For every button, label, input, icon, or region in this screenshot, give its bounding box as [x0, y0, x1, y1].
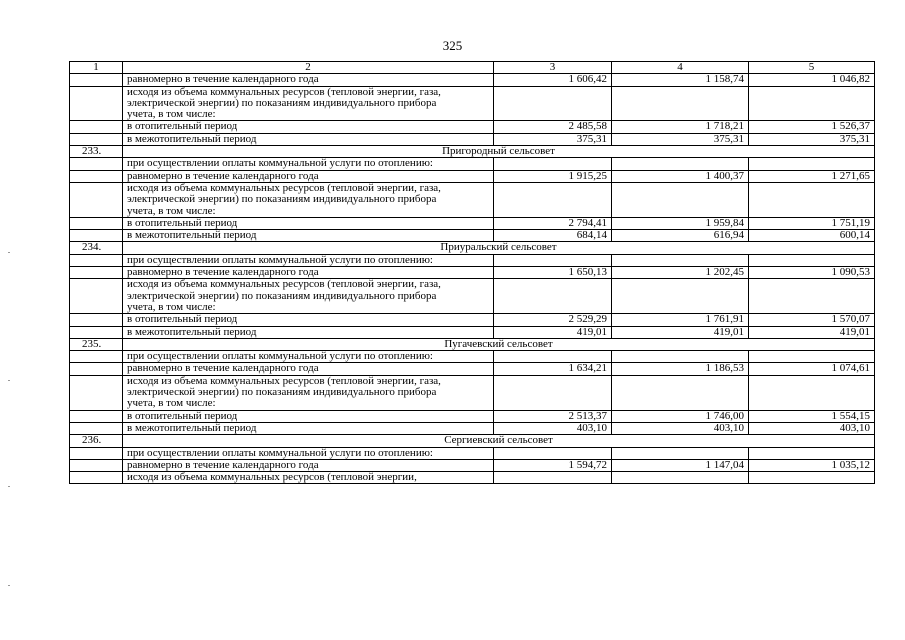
row-description: равномерно в течение календарного года — [123, 363, 494, 375]
value-col5 — [749, 351, 875, 363]
value-col3 — [494, 375, 612, 410]
table-row — [70, 133, 875, 145]
row-number — [70, 472, 123, 484]
row-number — [70, 230, 123, 242]
value-col5: 1 554,15 — [749, 410, 875, 422]
table-row — [70, 86, 875, 121]
row-description: в отопительный период — [123, 410, 494, 422]
value-col5: 419,01 — [749, 326, 875, 338]
section-row — [70, 242, 875, 254]
row-number — [70, 314, 123, 326]
value-col4: 1 959,84 — [612, 217, 749, 229]
value-col5: 1 090,53 — [749, 267, 875, 279]
row-description: при осуществлении оплаты коммунальной услуги по отоплению: — [123, 351, 494, 363]
row-number — [70, 363, 123, 375]
row-number: 234. — [70, 242, 123, 254]
value-col4 — [612, 472, 749, 484]
value-col3: 419,01 — [494, 326, 612, 338]
margin-mark — [8, 380, 10, 381]
row-number — [70, 182, 123, 217]
row-description: равномерно в течение календарного года — [123, 459, 494, 471]
table-row — [70, 314, 875, 326]
row-description: в отопительный период — [123, 121, 494, 133]
value-col5: 1 570,07 — [749, 314, 875, 326]
value-col5: 1 526,37 — [749, 121, 875, 133]
row-description: равномерно в течение календарного года — [123, 74, 494, 86]
row-description: исходя из объема коммунальных ресурсов (тепловой энергии, газа, электрической энергии) по показаниям индивидуального прибора учета, в том числе: — [123, 182, 494, 217]
value-col3: 2 485,58 — [494, 121, 612, 133]
value-col5 — [749, 86, 875, 121]
value-col5 — [749, 158, 875, 170]
section-row — [70, 338, 875, 350]
section-title: Приуральский сельсовет — [123, 242, 875, 254]
margin-mark — [8, 585, 10, 586]
value-col5: 1 751,19 — [749, 217, 875, 229]
table-row — [70, 279, 875, 314]
table-row — [70, 363, 875, 375]
value-col4 — [612, 279, 749, 314]
value-col5: 1 074,61 — [749, 363, 875, 375]
header-cell: 2 — [123, 62, 494, 74]
row-description: исходя из объема коммунальных ресурсов (тепловой энергии, газа, электрической энергии) по показаниям индивидуального прибора учета, в том числе: — [123, 375, 494, 410]
value-col3: 375,31 — [494, 133, 612, 145]
row-number — [70, 351, 123, 363]
table-row — [70, 158, 875, 170]
row-description: при осуществлении оплаты коммунальной услуги по отоплению: — [123, 254, 494, 266]
row-description: при осуществлении оплаты коммунальной услуги по отоплению: — [123, 447, 494, 459]
row-description: в межотопительный период — [123, 422, 494, 434]
value-col4: 1 158,74 — [612, 74, 749, 86]
value-col5: 375,31 — [749, 133, 875, 145]
table-row — [70, 182, 875, 217]
row-description: в межотопительный период — [123, 230, 494, 242]
value-col3: 403,10 — [494, 422, 612, 434]
value-col4 — [612, 447, 749, 459]
value-col5 — [749, 375, 875, 410]
value-col3: 1 594,72 — [494, 459, 612, 471]
table-row — [70, 121, 875, 133]
value-col4: 1 746,00 — [612, 410, 749, 422]
section-row — [70, 435, 875, 447]
value-col3 — [494, 472, 612, 484]
value-col3 — [494, 182, 612, 217]
row-number — [70, 422, 123, 434]
row-number — [70, 267, 123, 279]
row-number — [70, 170, 123, 182]
tariff-table — [69, 61, 875, 484]
row-number — [70, 217, 123, 229]
value-col3 — [494, 254, 612, 266]
value-col3 — [494, 158, 612, 170]
row-description: в отопительный период — [123, 217, 494, 229]
table-row — [70, 170, 875, 182]
row-number — [70, 86, 123, 121]
margin-mark — [8, 252, 10, 253]
header-cell: 3 — [494, 62, 612, 74]
value-col4: 1 718,21 — [612, 121, 749, 133]
table-row — [70, 472, 875, 484]
row-number — [70, 121, 123, 133]
value-col3: 684,14 — [494, 230, 612, 242]
value-col4: 1 761,91 — [612, 314, 749, 326]
value-col3: 2 529,29 — [494, 314, 612, 326]
value-col3: 1 650,13 — [494, 267, 612, 279]
header-cell: 1 — [70, 62, 123, 74]
value-col4: 1 400,37 — [612, 170, 749, 182]
header-cell: 5 — [749, 62, 875, 74]
value-col5: 1 271,65 — [749, 170, 875, 182]
value-col4: 375,31 — [612, 133, 749, 145]
section-title: Пригородный сельсовет — [123, 146, 875, 158]
table-row — [70, 254, 875, 266]
value-col3 — [494, 447, 612, 459]
value-col5 — [749, 182, 875, 217]
value-col4 — [612, 86, 749, 121]
row-number — [70, 326, 123, 338]
value-col3 — [494, 279, 612, 314]
header-row — [70, 62, 875, 74]
row-number — [70, 158, 123, 170]
table-row — [70, 422, 875, 434]
header-cell: 4 — [612, 62, 749, 74]
row-number — [70, 410, 123, 422]
row-description: в отопительный период — [123, 314, 494, 326]
value-col4: 1 147,04 — [612, 459, 749, 471]
row-number — [70, 459, 123, 471]
value-col5: 1 046,82 — [749, 74, 875, 86]
table-row — [70, 351, 875, 363]
value-col4 — [612, 254, 749, 266]
row-number — [70, 74, 123, 86]
value-col3: 2 794,41 — [494, 217, 612, 229]
margin-mark — [8, 486, 10, 487]
section-title: Пугачевский сельсовет — [123, 338, 875, 350]
value-col4 — [612, 351, 749, 363]
value-col5: 1 035,12 — [749, 459, 875, 471]
value-col5: 600,14 — [749, 230, 875, 242]
value-col4: 1 202,45 — [612, 267, 749, 279]
row-description: исходя из объема коммунальных ресурсов (тепловой энергии, — [123, 472, 494, 484]
row-number: 233. — [70, 146, 123, 158]
table-row — [70, 74, 875, 86]
value-col4: 616,94 — [612, 230, 749, 242]
table-body — [70, 74, 875, 484]
value-col3: 1 634,21 — [494, 363, 612, 375]
row-number — [70, 375, 123, 410]
value-col3 — [494, 351, 612, 363]
page-number: 325 — [442, 38, 463, 53]
section-row — [70, 146, 875, 158]
value-col4: 419,01 — [612, 326, 749, 338]
table-row — [70, 459, 875, 471]
value-col5 — [749, 472, 875, 484]
table-row — [70, 326, 875, 338]
value-col3: 1 915,25 — [494, 170, 612, 182]
row-description: при осуществлении оплаты коммунальной услуги по отоплению: — [123, 158, 494, 170]
table-row — [70, 410, 875, 422]
value-col4 — [612, 375, 749, 410]
row-number: 235. — [70, 338, 123, 350]
row-number — [70, 254, 123, 266]
value-col3: 1 606,42 — [494, 74, 612, 86]
table-row — [70, 447, 875, 459]
row-number — [70, 279, 123, 314]
row-description: в межотопительный период — [123, 326, 494, 338]
value-col4 — [612, 182, 749, 217]
row-description: равномерно в течение календарного года — [123, 170, 494, 182]
value-col5: 403,10 — [749, 422, 875, 434]
row-description: в межотопительный период — [123, 133, 494, 145]
value-col3 — [494, 86, 612, 121]
value-col4: 1 186,53 — [612, 363, 749, 375]
value-col5 — [749, 447, 875, 459]
row-number: 236. — [70, 435, 123, 447]
row-number — [70, 447, 123, 459]
value-col3: 2 513,37 — [494, 410, 612, 422]
value-col4: 403,10 — [612, 422, 749, 434]
value-col4 — [612, 158, 749, 170]
row-description: равномерно в течение календарного года — [123, 267, 494, 279]
value-col5 — [749, 254, 875, 266]
table-row — [70, 267, 875, 279]
value-col5 — [749, 279, 875, 314]
table-row — [70, 217, 875, 229]
row-description: исходя из объема коммунальных ресурсов (тепловой энергии, газа, электрической энергии) по показаниям индивидуального прибора учета, в том числе: — [123, 86, 494, 121]
table-row — [70, 375, 875, 410]
section-title: Сергиевский сельсовет — [123, 435, 875, 447]
row-description: исходя из объема коммунальных ресурсов (тепловой энергии, газа, электрической энергии) по показаниям индивидуального прибора учета, в том числе: — [123, 279, 494, 314]
table-row — [70, 230, 875, 242]
row-number — [70, 133, 123, 145]
